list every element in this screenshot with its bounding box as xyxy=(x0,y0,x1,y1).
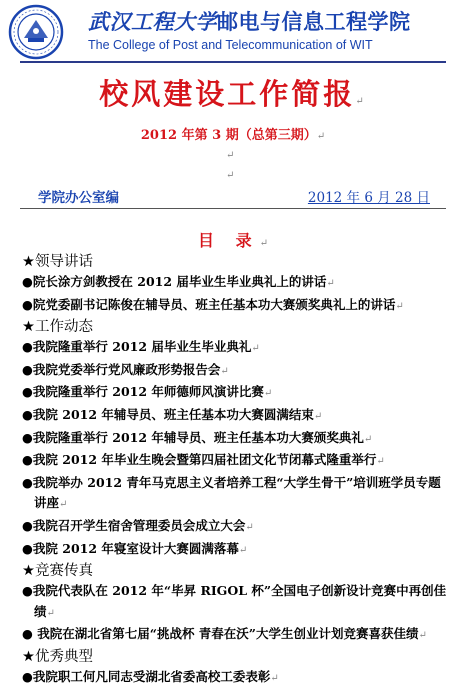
toc-entry xyxy=(22,428,452,451)
school-name-en: The College of Post and Telecommunication of WIT xyxy=(88,38,373,52)
paragraph-mark: ↵ xyxy=(326,278,335,289)
toc-entry xyxy=(22,450,452,473)
toc-entry xyxy=(22,405,452,428)
paragraph-mark: ↵ xyxy=(226,150,235,161)
paragraph-mark: ↵ xyxy=(376,456,385,468)
paragraph-mark: ↵ xyxy=(59,499,68,511)
header-divider xyxy=(20,61,446,63)
paragraph-mark: ↵ xyxy=(418,630,427,642)
toc-entry xyxy=(22,516,452,539)
paragraph-mark: ↵ xyxy=(226,170,235,181)
paragraph-mark: ↵ xyxy=(395,300,404,312)
toc-entry xyxy=(22,360,452,383)
table-of-contents xyxy=(22,252,452,690)
publish-date: 2012 年 6 月 28 日 xyxy=(307,190,430,206)
toc-entry-text: ●院长涂方剑教授在 2012 届毕业生毕业典礼上的讲话 xyxy=(22,274,327,289)
toc-entry-text: ●我院职工何凡同志受湖北省委高校工委表彰 xyxy=(22,668,271,684)
issue-text: 2012 年第 3 期（总第三期） xyxy=(140,128,317,143)
toc-entry xyxy=(22,473,452,516)
paragraph-mark: ↵ xyxy=(363,433,373,445)
toc-entry xyxy=(22,539,452,562)
masthead xyxy=(0,0,466,62)
toc-title xyxy=(0,228,466,251)
office-divider xyxy=(20,208,446,209)
paragraph-mark: ↵ xyxy=(259,238,268,249)
toc-section-heading xyxy=(22,252,452,272)
toc-section-heading xyxy=(22,561,452,581)
toc-section-heading-text: ★竞赛传真 xyxy=(22,563,93,580)
toc-entry-text: ●我院 2012 年毕业生晚会暨第四届社团文化节闭幕式隆重举行 xyxy=(22,452,377,468)
toc-section-heading-text: ★优秀典型 xyxy=(22,648,93,665)
paragraph-mark: ↵ xyxy=(238,544,248,556)
toc-entry-text: ●我院代表队在 2012 年“毕昇 RIGOL 杯”全国电子创新设计竞赛中再创佳绩 xyxy=(22,583,447,619)
paragraph-mark: ↵ xyxy=(355,96,367,107)
bulletin-title xyxy=(0,72,466,113)
toc-entry xyxy=(22,295,452,318)
toc-entry xyxy=(22,667,452,690)
toc-entry-text: ●我院 2012 年寝室设计大赛圆满落幕 xyxy=(22,540,239,556)
paragraph-mark: ↵ xyxy=(316,131,326,142)
bulletin-title-text: 校风建设工作简报 xyxy=(99,77,356,111)
toc-entry-text: ● 我院在湖北省第七届“挑战杯 青春在沃”大学生创业计划竞赛喜获佳绩 xyxy=(22,626,419,642)
toc-entry xyxy=(22,337,452,360)
editor-office: 学院办公室编 xyxy=(38,190,119,206)
toc-entry xyxy=(22,624,452,647)
college-seal-icon xyxy=(8,4,64,60)
toc-entry-text: ●我院隆重举行 2012 年辅导员、班主任基本功大赛颁奖典礼 xyxy=(22,429,364,445)
toc-entry xyxy=(22,382,452,405)
toc-section-heading-text: ★领导讲话 xyxy=(22,254,93,270)
issue-number xyxy=(0,124,466,143)
paragraph-mark: ↵ xyxy=(313,410,323,422)
paragraph-mark: ↵ xyxy=(251,343,260,355)
school-name-cn xyxy=(88,6,411,36)
paragraph-mark: ↵ xyxy=(46,607,55,619)
toc-entry-text: ●我院 2012 年辅导员、班主任基本功大赛圆满结束 xyxy=(22,406,314,422)
college-name: 邮电与信息工程学院 xyxy=(217,10,411,34)
toc-section-heading-text: ★工作动态 xyxy=(22,319,93,336)
toc-title-text: 目 录 xyxy=(198,231,260,250)
toc-entry xyxy=(22,272,452,295)
toc-entry-text: ●院党委副书记陈俊在辅导员、班主任基本功大赛颁奖典礼上的讲话 xyxy=(22,296,396,312)
toc-entry-text: ●我院党委举行党风廉政形势报告会 xyxy=(22,361,221,377)
toc-entry-text: ●我院隆重举行 2012 年师德师风演讲比赛 xyxy=(22,384,264,400)
toc-entry-text: ●我院隆重举行 2012 届毕业生毕业典礼 xyxy=(22,339,252,355)
paragraph-mark: ↵ xyxy=(220,365,229,377)
toc-entry-text: ●我院召开学生宿舍管理委员会成立大会 xyxy=(22,517,246,533)
toc-entry xyxy=(22,581,452,624)
paragraph-mark: ↵ xyxy=(270,672,279,684)
toc-section-heading xyxy=(22,647,452,667)
toc-section-heading xyxy=(22,317,452,337)
toc-entry-text: ●我院举办 2012 青年马克思主义者培养工程“大学生骨干”培训班学员专题讲座 xyxy=(22,474,441,511)
paragraph-mark: ↵ xyxy=(263,388,273,400)
school-name-calligraphy: 武汉工程大学 xyxy=(88,9,217,34)
paragraph-mark: ↵ xyxy=(245,521,254,533)
